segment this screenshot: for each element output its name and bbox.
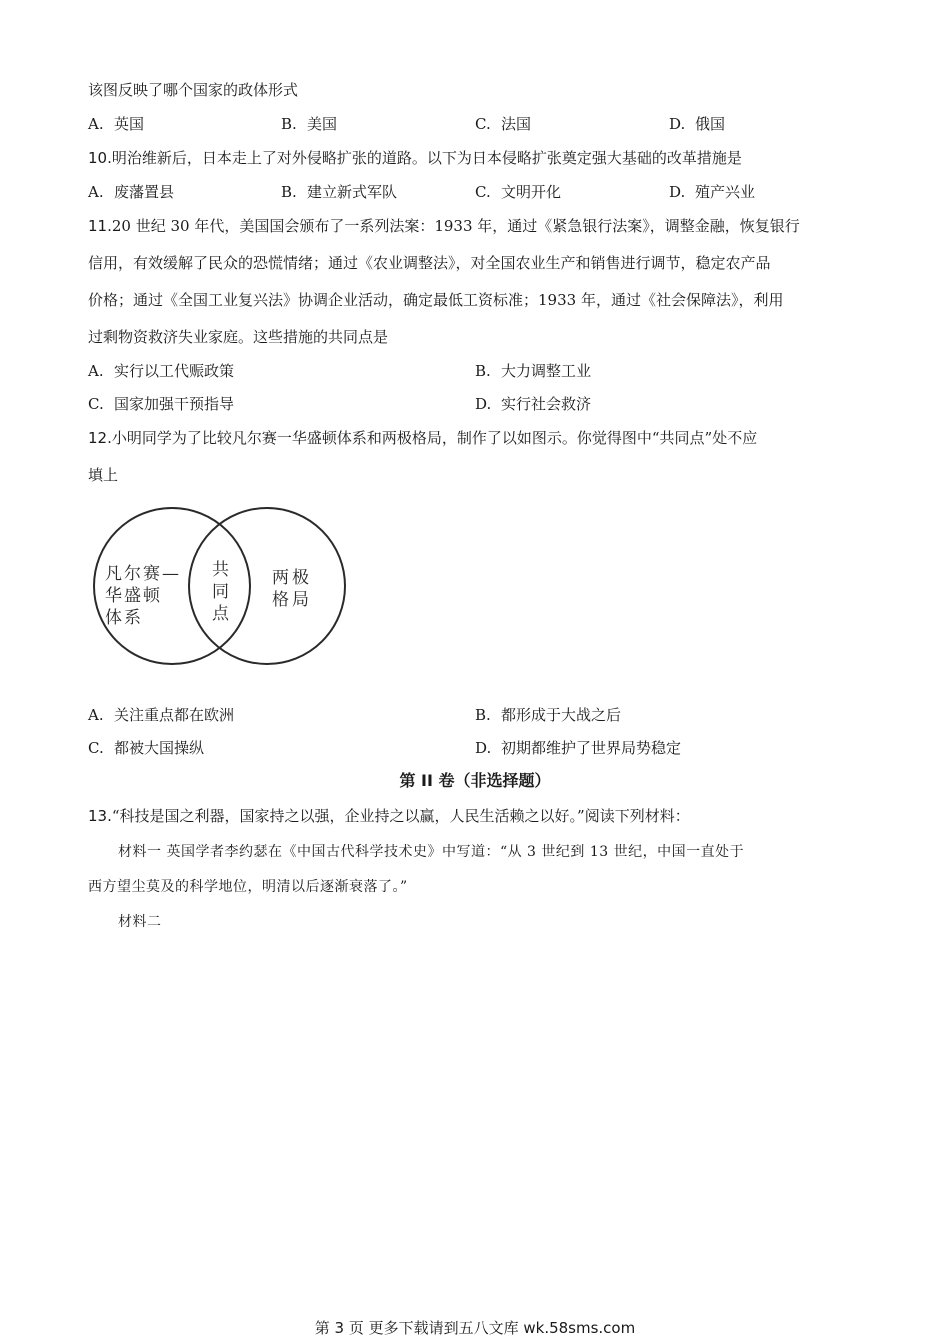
q11-option-b[interactable]: [475, 361, 591, 381]
venn-left-label-line-1: 凡尔赛—: [105, 564, 181, 584]
option-text: 建立新式军队: [307, 183, 398, 201]
venn-middle-label-line-2: 同: [212, 582, 229, 602]
option-text: 英国: [114, 115, 145, 133]
option-text: 文明开化: [501, 183, 562, 201]
venn-left-label-line-2: 华盛顿: [105, 586, 162, 606]
venn-right-label-line-1: 两极: [272, 568, 312, 588]
question-text: 小明同学为了比较凡尔赛一华盛顿体系和两极格局，制作了以如图示。你觉得图中“共同点”处不应: [111, 429, 758, 447]
q9-option-c[interactable]: [475, 114, 531, 134]
venn-diagram: [85, 505, 355, 675]
option-text: 都被大国操纵: [114, 739, 205, 757]
option-text: 美国: [307, 115, 338, 133]
option-letter: B.: [281, 183, 297, 201]
q9-option-a[interactable]: [88, 114, 144, 134]
q10-option-b[interactable]: [281, 182, 397, 202]
q13-stem: [88, 806, 690, 826]
q13-material1-line-2: 西方望尘莫及的科学地位，明清以后逐渐衰落了。”: [88, 879, 408, 895]
option-letter: D.: [475, 395, 492, 413]
question-number: 12.: [88, 429, 112, 447]
q10-option-d[interactable]: [669, 182, 755, 202]
question-text: 明治维新后，日本走上了对外侵略扩张的道路。以下为日本侵略扩张奠定强大基础的改革措施是: [111, 149, 742, 167]
option-text: 大力调整工业: [501, 362, 592, 380]
q12-stem-line-2: 填上: [88, 466, 119, 484]
venn-right-label-line-2: 格局: [272, 590, 312, 610]
option-text: 俄国: [695, 115, 726, 133]
option-letter: C.: [475, 115, 491, 133]
q11-option-c[interactable]: [88, 394, 234, 414]
q12-option-c[interactable]: [88, 738, 204, 758]
q11-stem-line-2: 信用，有效缓解了民众的恐慌情绪；通过《农业调整法》，对全国农业生产和销售进行调节，稳定农产品: [88, 254, 771, 272]
q11-stem-line-3: 价格；通过《全国工业复兴法》协调企业活动，确定最低工资标准；1933 年，通过《社会保障法》，利用: [88, 291, 784, 309]
q11-stem-line-1: [88, 216, 800, 236]
option-text: 实行以工代赈政策: [114, 362, 235, 380]
q11-option-a[interactable]: [88, 361, 234, 381]
venn-middle-label-line-3: 点: [212, 604, 229, 624]
option-text: 都形成于大战之后: [501, 706, 622, 724]
option-text: 初期都维护了世界局势稳定: [501, 739, 682, 757]
section-title: 第 II 卷（非选择题）: [399, 771, 551, 790]
option-letter: A.: [88, 183, 104, 201]
venn-left-label-line-3: 体系: [105, 608, 143, 628]
page-footer: 第 3 页 更多下载请到五八文库 wk.58sms.com: [314, 1319, 636, 1337]
option-letter: C.: [88, 395, 104, 413]
q12-option-b[interactable]: [475, 705, 621, 725]
q9-option-d[interactable]: [669, 114, 725, 134]
option-letter: B.: [475, 362, 491, 380]
option-text: 实行社会救济: [501, 395, 592, 413]
q12-stem-line-1: [88, 428, 757, 448]
option-letter: A.: [88, 115, 104, 133]
q10-option-c[interactable]: [475, 182, 561, 202]
q11-option-d[interactable]: [475, 394, 591, 414]
q9-stem: 该图反映了哪个国家的政体形式: [88, 81, 299, 99]
option-letter: C.: [475, 183, 491, 201]
q12-option-a[interactable]: [88, 705, 234, 725]
option-letter: B.: [281, 115, 297, 133]
q9-option-b[interactable]: [281, 114, 337, 134]
q10-stem: [88, 148, 742, 168]
option-text: 废藩置县: [114, 183, 175, 201]
option-text: 关注重点都在欧洲: [114, 706, 235, 724]
q12-option-d[interactable]: [475, 738, 681, 758]
q13-material2-label: 材料二: [118, 914, 162, 930]
option-text: 法国: [501, 115, 532, 133]
q10-option-a[interactable]: [88, 182, 174, 202]
option-letter: A.: [88, 706, 104, 724]
question-number: 10.: [88, 149, 112, 167]
q11-stem-line-4: 过剩物资救济失业家庭。这些措施的共同点是: [88, 328, 389, 346]
option-text: 殖产兴业: [695, 183, 756, 201]
option-text: 国家加强干预指导: [114, 395, 235, 413]
option-letter: D.: [669, 183, 686, 201]
question-number: 13.: [88, 807, 112, 825]
option-letter: D.: [475, 739, 492, 757]
venn-middle-label-line-1: 共: [212, 560, 229, 580]
option-letter: D.: [669, 115, 686, 133]
option-letter: B.: [475, 706, 491, 724]
question-number: 11.: [88, 217, 112, 235]
q13-material1-line-1: 材料一 英国学者李约瑟在《中国古代科学技术史》中写道：“从 3 世纪到 13 世纪，中国一直处于: [118, 844, 745, 860]
option-letter: C.: [88, 739, 104, 757]
question-text: “科技是国之利器，国家持之以强，企业持之以赢，人民生活赖之以好。”阅读下列材料：: [111, 807, 690, 825]
question-text: 20 世纪 30 年代，美国国会颁布了一系列法案：1933 年，通过《紧急银行法案》，调整金融，恢复银行: [111, 217, 800, 235]
option-letter: A.: [88, 362, 104, 380]
